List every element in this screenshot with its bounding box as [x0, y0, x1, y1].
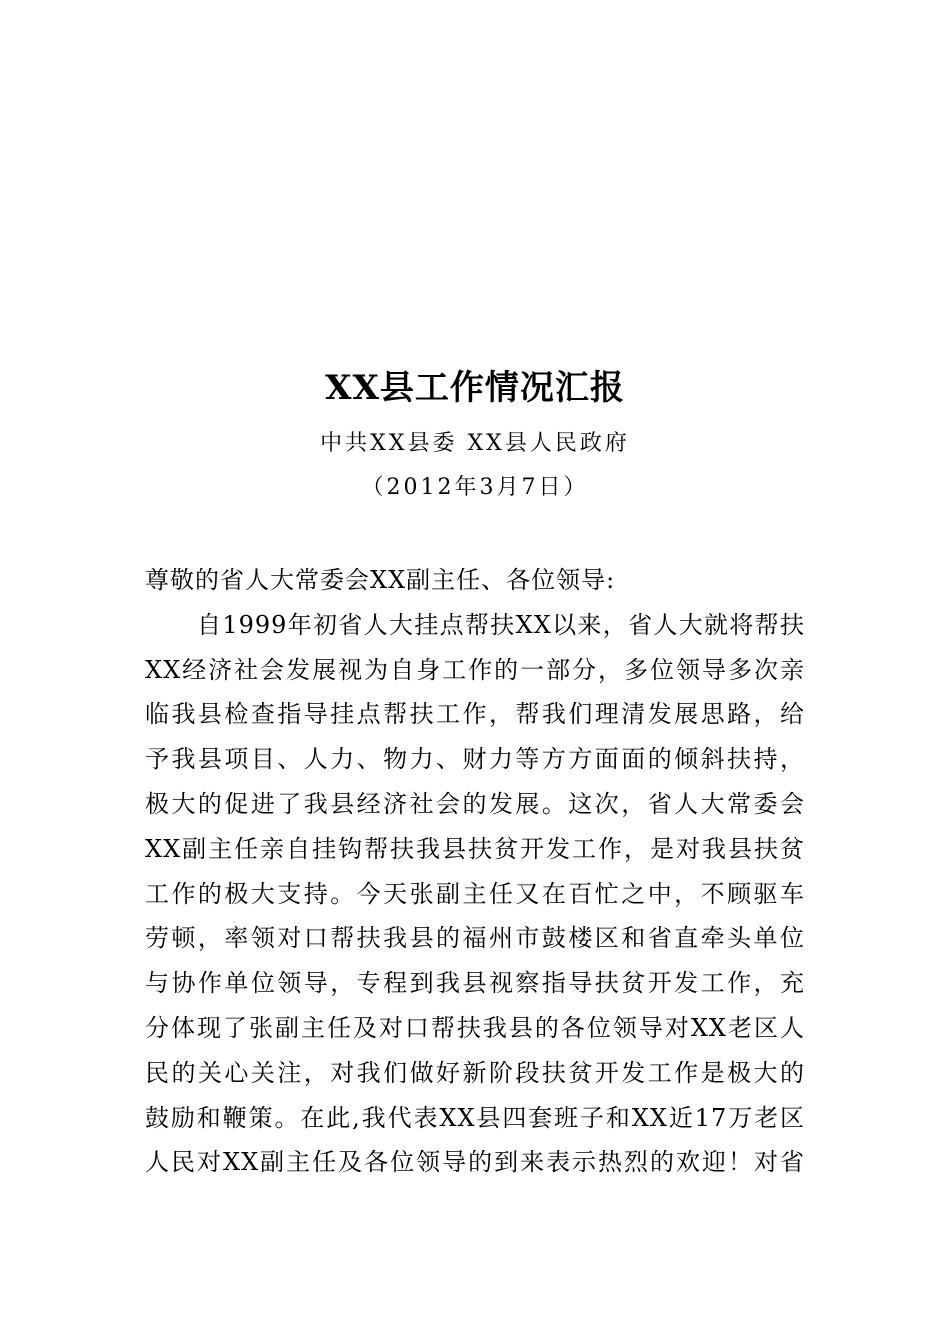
- document-date: （2012年3月7日）: [361, 475, 589, 500]
- paragraph-line: 劳顿，率领对口帮扶我县的福州市鼓楼区和省直牵头单位: [145, 924, 805, 953]
- paragraph-line: 极大的促进了我县经济社会的发展。这次，省人大常委会: [145, 789, 805, 818]
- paragraph-line: 分体现了张副主任及对口帮扶我县的各位领导对XX老区人: [145, 1013, 805, 1042]
- paragraph-line: 临我县检查指导挂点帮扶工作，帮我们理清发展思路，给: [145, 700, 805, 729]
- paragraph-line: 民的关心关注，对我们做好新阶段扶贫开发工作是极大的: [145, 1058, 805, 1087]
- document-body: [145, 558, 805, 1185]
- paragraph-line: 人民对XX副主任及各位领导的到来表示热烈的欢迎！对省: [145, 1148, 805, 1177]
- paragraph-line: 工作的极大支持。今天张副主任又在百忙之中，不顾驱车: [145, 879, 805, 908]
- document-author: 中共XX县委 XX县人民政府: [320, 431, 630, 456]
- paragraph-line: 与协作单位领导，专程到我县视察指导扶贫开发工作，充: [145, 969, 805, 998]
- paragraph-line: 鼓励和鞭策。在此,我代表XX县四套班子和XX近17万老区: [145, 1103, 805, 1132]
- paragraph-line: XX副主任亲自挂钩帮扶我县扶贫开发工作，是对我县扶贫: [145, 834, 805, 863]
- paragraph-line: 予我县项目、人力、物力、财力等方方面面的倾斜扶持，: [145, 745, 805, 774]
- paragraph-line: 自1999年初省人大挂点帮扶XX以来，省人大就将帮扶: [197, 610, 805, 639]
- paragraph-line: XX经济社会发展视为自身工作的一部分，多位领导多次亲: [145, 655, 805, 684]
- document-title: XX县工作情况汇报: [325, 368, 625, 408]
- salutation: 尊敬的省人大常委会XX副主任、各位领导:: [145, 566, 616, 594]
